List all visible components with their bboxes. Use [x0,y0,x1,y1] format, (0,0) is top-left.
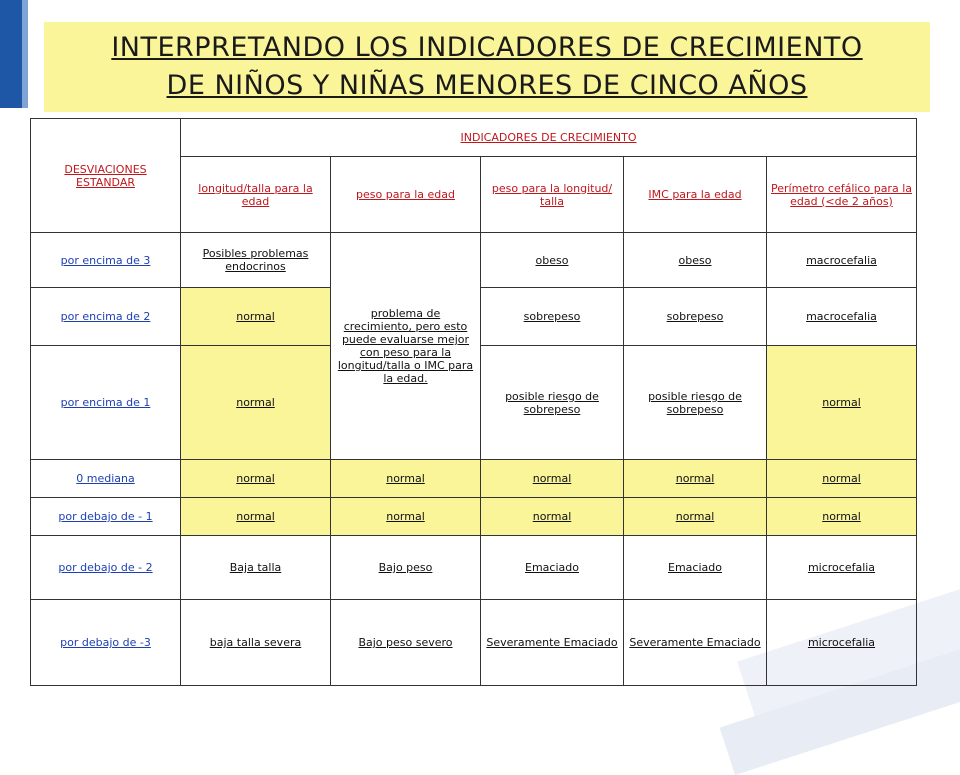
cell-imc: sobrepeso [624,288,767,346]
left-accent-bar-thin [22,0,28,108]
title-line-2: DE NIÑOS Y NIÑAS MENORES DE CINCO AÑOS [166,70,808,101]
title-banner [44,22,930,112]
growth-indicators-table [30,118,917,686]
row-label: por debajo de -3 [31,600,181,686]
cell-peso-longitud: Emaciado [481,536,624,600]
cell-perimetro: macrocefalia [767,233,917,288]
cell-peso-edad-merged: problema de crecimiento, pero esto puede evaluarse mejor con peso para la longitud/talla o IMC para la edad. [331,233,481,460]
cell-peso-longitud: normal [481,460,624,498]
cell-imc: normal [624,498,767,536]
cell-imc: Emaciado [624,536,767,600]
cell-perimetro: normal [767,498,917,536]
row-label: 0 mediana [31,460,181,498]
cell-peso-longitud: sobrepeso [481,288,624,346]
col-header-perimetro: Perímetro cefálico para la edad (<de 2 años) [767,157,917,233]
row-label: por debajo de - 2 [31,536,181,600]
cell-perimetro: normal [767,346,917,460]
left-accent-bar [0,0,22,108]
row-label: por encima de 2 [31,288,181,346]
cell-imc: obeso [624,233,767,288]
cell-imc: posible riesgo de sobrepeso [624,346,767,460]
cell-peso-edad: normal [331,460,481,498]
cell-imc: Severamente Emaciado [624,600,767,686]
cell-talla: baja talla severa [181,600,331,686]
cell-peso-edad: normal [331,498,481,536]
row-label: por encima de 1 [31,346,181,460]
col-header-peso-edad: peso para la edad [331,157,481,233]
col-header-imc: IMC para la edad [624,157,767,233]
cell-peso-longitud: posible riesgo de sobrepeso [481,346,624,460]
title-line-1: INTERPRETANDO LOS INDICADORES DE CRECIMIENTO [111,32,863,63]
cell-peso-longitud: Severamente Emaciado [481,600,624,686]
cell-perimetro: microcefalia [767,536,917,600]
cell-imc: normal [624,460,767,498]
col-header-peso-longitud: peso para la longitud/ talla [481,157,624,233]
col-header-talla: longitud/talla para la edad [181,157,331,233]
cell-perimetro: macrocefalia [767,288,917,346]
cell-talla: normal [181,460,331,498]
cell-perimetro: microcefalia [767,600,917,686]
cell-talla: Baja talla [181,536,331,600]
header-desviaciones: DESVIACIONES ESTANDAR [31,119,181,233]
cell-peso-edad: Bajo peso [331,536,481,600]
cell-talla: normal [181,288,331,346]
cell-peso-edad: Bajo peso severo [331,600,481,686]
cell-peso-longitud: normal [481,498,624,536]
cell-peso-longitud: obeso [481,233,624,288]
cell-talla: normal [181,346,331,460]
row-label: por debajo de - 1 [31,498,181,536]
cell-talla: Posibles problemas endocrinos [181,233,331,288]
header-indicadores: INDICADORES DE CRECIMIENTO [181,119,917,157]
row-label: por encima de 3 [31,233,181,288]
cell-talla: normal [181,498,331,536]
cell-perimetro: normal [767,460,917,498]
